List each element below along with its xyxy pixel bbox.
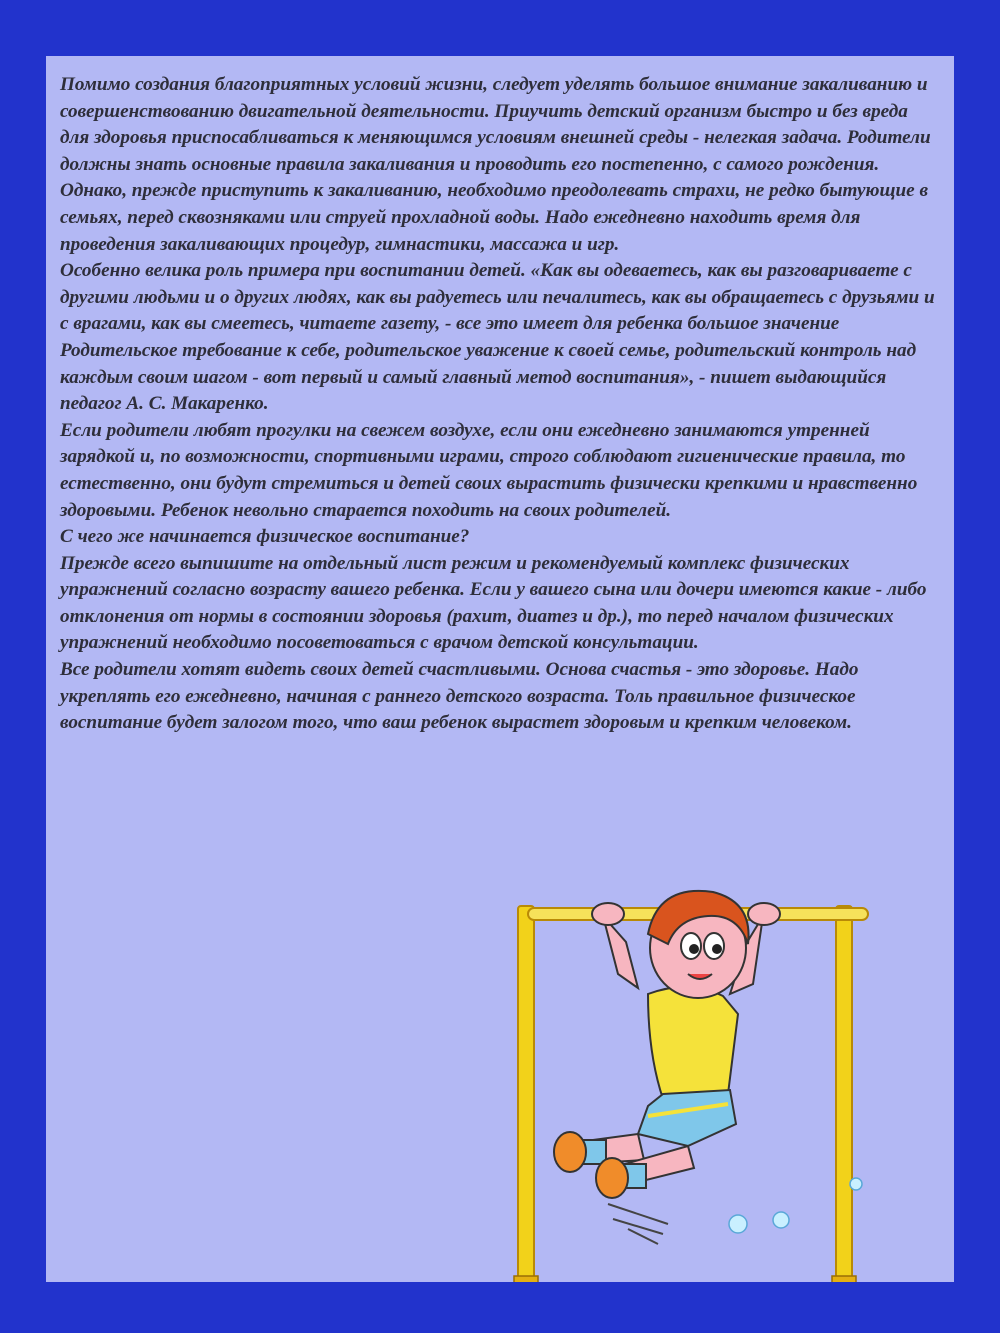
paragraph-6: Прежде всего выпишите на отдельный лист режим и рекомендуемый комплекс физических упражнений согласно возрасту вашего ребенка. Если у вашего сына или дочери имеются какие - либо отклонения от нормы в состоянии здоровья (рахит, диатез и др.), то перед началом физических упражнений необходимо посоветоваться с врачом детской консультации. <box>60 552 927 654</box>
paragraph-1: Помимо создания благоприятных условий жизни, следует уделять большое внимание закаливанию и совершенствованию двигательной деятельности. Приучить детский организм быстро и без вреда для здоровья приспосабливаться к меняющимся условиям внешней среды - нелегкая задача. Родители должны знать основные правила закаливания и проводить его постепенно, с самого рождения. <box>60 74 931 175</box>
boy-on-horizontal-bar-icon <box>498 884 888 1282</box>
paragraph-3: Особенно велика роль примера при воспитании детей. «Как вы одеваетесь, как вы разговариваете с другими людьми и о других людях, как вы радуетесь или печалитесь, как вы обращаетесь с друзьями и с врагами, как вы смеетесь, читаете газету, - все это имеет для ребенка большое значение Родительское требование к себе, родительское уважение к своей семье, родительский контроль над каждым своим шагом - вот первый и самый главный метод воспитания», - пишет выдающийся педагог А. С. Макаренко. <box>60 260 935 415</box>
article-text <box>60 72 940 737</box>
paragraph-7: Все родители хотят видеть своих детей счастливыми. Основа счастья - это здоровье. Надо укреплять его ежедневно, начиная с раннего детского возраста. Толь правильное физическое воспитание будет залогом того, что ваш ребенок вырастет здоровым и крепким человеком. <box>60 659 859 734</box>
paragraph-4: Если родители любят прогулки на свежем воздухе, если они ежедневно занимаются утренней зарядкой и, по возможности, спортивными играми, строго соблюдают гигиенические правила, то естественно, они будут стремиться и детей своих вырастить физически крепкими и нравственно здоровыми. Ребенок невольно старается походить на своих родителей. <box>60 419 918 521</box>
paragraph-2: Однако, прежде приступить к закаливанию, необходимо преодолевать страхи, не редко бытующие в семьях, перед сквозняками или струей прохладной воды. Надо ежедневно находить время для проведения закаливающих процедур, гимнастики, массажа и игр. <box>60 180 929 255</box>
paragraph-5: С чего же начинается физическое воспитание? <box>60 526 470 548</box>
content-panel <box>46 56 954 1282</box>
